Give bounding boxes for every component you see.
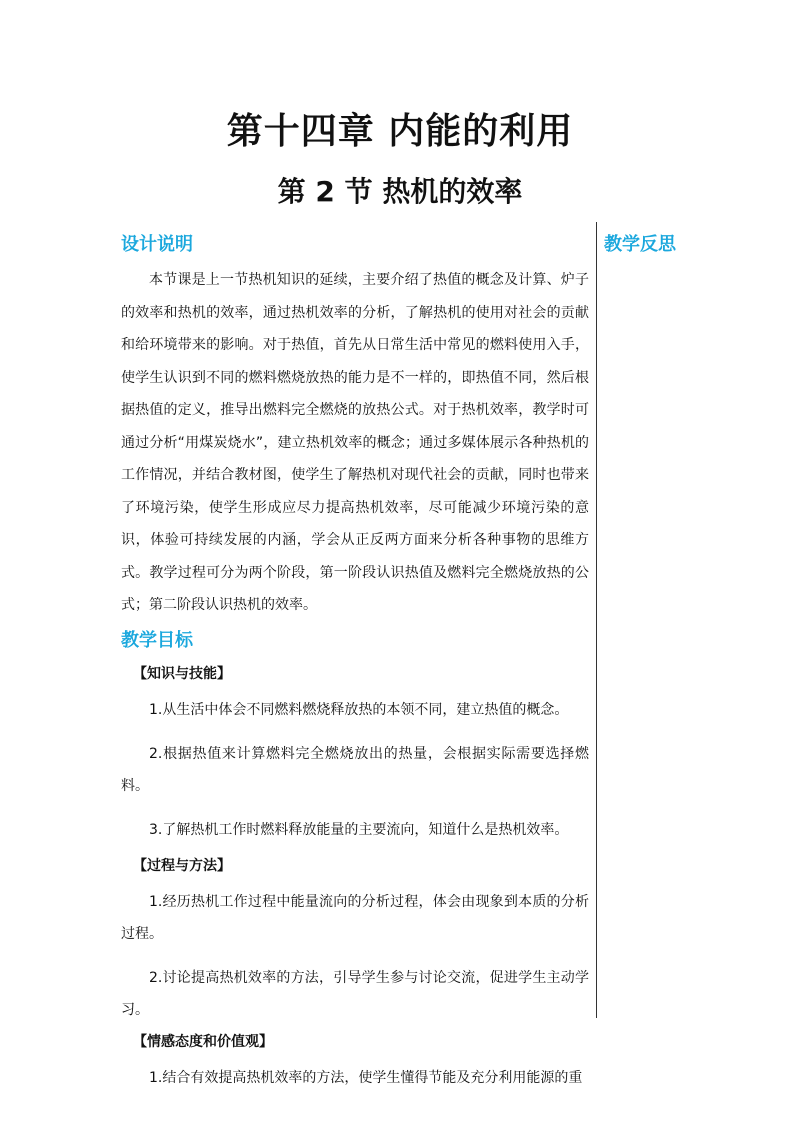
column-divider (596, 222, 597, 1018)
emotion-label: 【情感态度和价值观】 (133, 1033, 273, 1050)
main-column (121, 226, 589, 1094)
design-paragraph: 本节课是上一节热机知识的延续，主要介绍了热值的概念及计算、炉子的效率和热机的效率，通过热机效率的分析，了解热机的使用对社会的贡献和给环境带来的影响。对于热值，首先从日常生活中常见的燃料使用入手，使学生认识到不同的燃料燃烧放热的能力是不一样的，即热值不同，然后根据热值的定义，推导出燃料完全燃烧的放热公式。对于热机效率，教学时可通过分析“用煤炭烧水”，建立热机效率的概念；通过多媒体展示各种热机的工作情况，并结合教材图，使学生了解热机对现代社会的贡献，同时也带来了环境污染，使学生形成应尽力提高热机效率，尽可能减少环境污染的意识，体验可持续发展的内涵，学会从正反两方面来分析各种事物的思维方式。教学过程可分为两个阶段，第一阶段认识热值及燃料完全燃烧放热的公式；第二阶段认识热机的效率。 (121, 272, 589, 613)
section-title: 第 2 节 热机的效率 (277, 175, 523, 208)
emotion-item: 1.结合有效提高热机效率的方法，使学生懂得节能及充分利用能源的重 (149, 1069, 583, 1086)
chapter-title: 第十四章 内能的利用 (226, 111, 574, 152)
goals-heading: 教学目标 (121, 629, 193, 651)
knowledge-item: 3.了解热机工作时燃料释放能量的主要流向，知道什么是热机效率。 (149, 821, 569, 838)
knowledge-label: 【知识与技能】 (133, 665, 231, 682)
knowledge-item: 1.从生活中体会不同燃料燃烧释放热的本领不同，建立热值的概念。 (149, 701, 569, 718)
process-item: 1.经历热机工作过程中能量流向的分析过程，体会由现象到本质的分析过程。 (121, 893, 589, 942)
process-label: 【过程与方法】 (133, 857, 231, 874)
reflection-heading: 教学反思 (604, 234, 676, 255)
design-heading: 设计说明 (121, 234, 193, 255)
knowledge-item: 2.根据热值来计算燃料完全燃烧放出的热量，会根据实际需要选择燃料。 (121, 745, 589, 794)
process-item: 2.讨论提高热机效率的方法，引导学生参与讨论交流，促进学生主动学习。 (121, 969, 589, 1018)
